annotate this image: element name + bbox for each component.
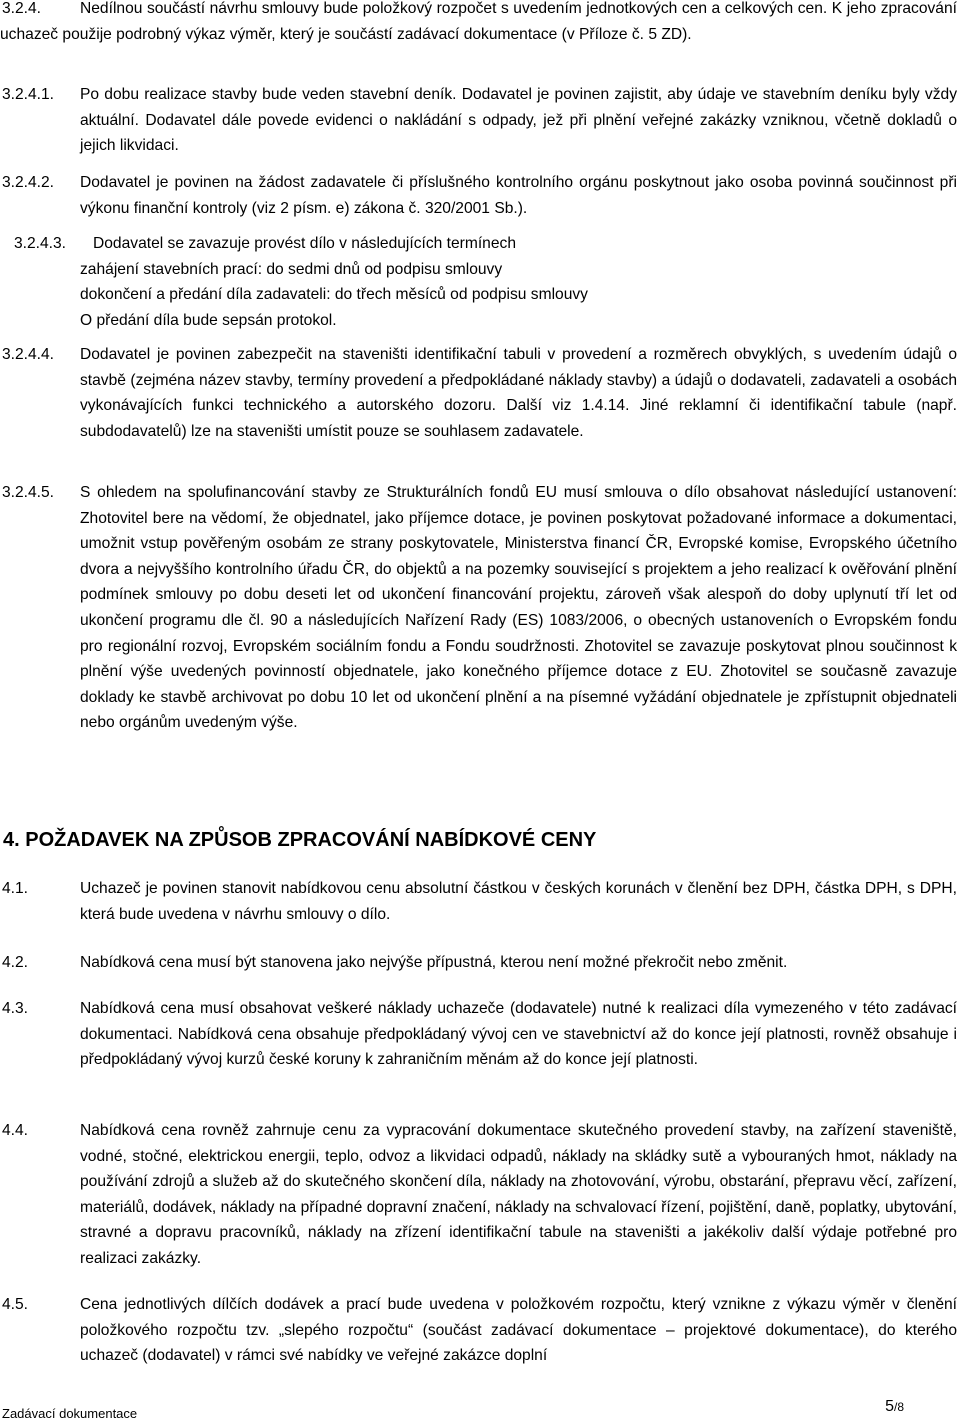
section-3-2-4-5	[0, 480, 957, 736]
section-text: Dodavatel se zavazuje provést dílo v následujících termínech	[93, 235, 516, 252]
section-number: 3.2.4.2.	[2, 174, 55, 191]
item-4-3	[0, 996, 957, 1073]
item-4-4	[0, 1118, 957, 1272]
section-text: Po dobu realizace stavby bude veden stavební deník. Dodavatel je povinen zajistit, aby údaje ve stavebním deníku byly vždy aktuální. Dodavatel dále povede evidenci o nakládání s odpady, jež při plnění veřejné zakázky vzniknou, včetně dokladů o jejich likvidaci.	[80, 86, 957, 155]
item-4-1	[0, 876, 957, 927]
section-number: 3.2.4.	[2, 0, 42, 17]
item-4-5	[0, 1292, 957, 1369]
item-text: Uchazeč je povinen stanovit nabídkovou cenu absolutní částkou v českých korunách v členění bez DPH, částka DPH, s DPH, která bude uvedena v návrhu smlouvy o dílo.	[80, 880, 957, 923]
section-text: S ohledem na spolufinancování stavby ze Strukturálních fondů EU musí smlouva o dílo obsahovat následující ustanovení: Zhotovitel bere na vědomí, že objednatel, jako příjemce dotace, je povinen poskytovat požadované informace a dokumentaci, umožnit vstup pověřeným osobám ze strany poskytovatele, Ministerstva financí ČR, Evropské komise, Evropského účetního dvora a nejvyššího kontrolního úřadu ČR, do objektů a na pozemky související s projektem a jeho realizací k ověřování plnění podmínek smlouvy po dobu deseti let od ukončení financování projektu, zároveň však alespoň do doby uplynutí tří let od ukončení programu dle čl. 90 a následujících Nařízení Rady (ES) 1083/2006, o obecných ustanoveních o Evropském fondu pro regionální rozvoj, Evropském sociálním fondu a Fondu soudržnosti. Zhotovitel se zavazuje poskytovat plnou součinnost k plnění výše uvedených povinností objednatele, jako konečného příjemce dotace z EU. Zhotovitel se současně zavazuje doklady ke stavbě archivovat po dobu 10 let od ukončení plnění a na písemné vyžádání objednatele je zpřístupnit objednateli nebo orgánům uvedeným výše.	[80, 484, 957, 732]
current-page: 5	[885, 1398, 894, 1415]
item-number: 4.4.	[2, 1122, 29, 1139]
item-number: 4.5.	[2, 1296, 29, 1313]
item-4-2	[0, 950, 957, 976]
footer-document-title: Zadávací dokumentace	[2, 1406, 138, 1421]
item-text: Nabídková cena musí obsahovat veškeré náklady uchazeče (dodavatele) nutné k realizaci díla vymezeného v této zadávací dokumentaci. Nabídková cena obsahuje předpokládaný vývoj cen ve stavebnictví až do konce její platnosti, rovněž obsahuje i předpokládaný vývoj kurzů české koruny k zahraničním měnám až do konce její platnosti.	[80, 1000, 957, 1069]
total-pages: /8	[893, 1400, 904, 1414]
page-number	[885, 1396, 904, 1418]
section-line: O předání díla bude sepsán protokol.	[80, 311, 337, 329]
item-text: Cena jednotlivých dílčích dodávek a prací bude uvedena v položkovém rozpočtu, který vznikne z výkazu výměr v členění položkového rozpočtu tzv. „slepého rozpočtu“ (součást zadávací dokumentace – projektové dokumentace), do kterého uchazeč (dodavatel) v rámci své nabídky ve veřejné zakázce doplní	[80, 1296, 957, 1365]
section-number: 3.2.4.1.	[2, 86, 55, 103]
section-number: 3.2.4.4.	[2, 346, 55, 363]
item-number: 4.2.	[2, 954, 29, 971]
section-number: 3.2.4.3.	[14, 235, 67, 252]
section-3-2-4-2	[0, 170, 957, 221]
section-3-2-4-4	[0, 342, 957, 444]
item-number: 4.1.	[2, 880, 29, 897]
section-number: 3.2.4.5.	[2, 484, 55, 501]
section-line: dokončení a předání díla zadavateli: do třech měsíců od podpisu smlouvy	[80, 286, 588, 304]
item-text: Nabídková cena musí být stanovena jako nejvýše přípustná, kterou není možné překročit nebo změnit.	[80, 954, 788, 971]
section-3-2-4-3	[0, 231, 957, 333]
item-number: 4.3.	[2, 1000, 29, 1017]
section-heading: 4. POŽADAVEK NA ZPŮSOB ZPRACOVÁNÍ NABÍDKOVÉ CENY	[3, 829, 597, 851]
section-line: zahájení stavebních prací: do sedmi dnů od podpisu smlouvy	[80, 260, 503, 278]
section-text: Nedílnou součástí návrhu smlouvy bude položkový rozpočet s uvedením jednotkových cen a celkových cen. K jeho zpracování uchazeč použije podrobný výkaz výměr, který je součástí zadávací dokumentace (v Příloze č. 5 ZD).	[0, 0, 957, 43]
section-3-2-4	[0, 0, 957, 47]
section-text: Dodavatel je povinen zabezpečit na staveništi identifikační tabuli v provedení a rozměrech obvyklých, s uvedením údajů o stavbě (zejména název stavby, termíny provedení a předpokládané náklady stavby) a údajů o dodavateli, zadavateli a osobách vykonávajících funkci technického a autorského dozoru. Další viz 1.4.14. Jiné reklamní či identifikační tabule (např. subdodavatelů) lze na staveništi umístit pouze se souhlasem zadavatele.	[80, 346, 957, 440]
section-3-2-4-1	[0, 82, 957, 159]
item-text: Nabídková cena rovněž zahrnuje cenu za vypracování dokumentace skutečného provedení stavby, na zařízení staveniště, vodné, stočné, elektrickou energii, teplo, odvoz a likvidaci odpadů, náklady na skládky sutě a vybouraných hmot, náklady na používání zdrojů a služeb až do skutečného skončení díla, náklady na zhotovování, výrobu, obstarání, přepravu věcí, zařízení, materiálů, dodávek, náklady na případné dopravní značení, náklady na schvalovací řízení, pojištění, daně, poplatky, ubytování, stravné a dopravu pracovníků, náklady na zřízení identifikační tabule na staveništi a jakékoliv další výdaje potřebné pro realizaci zakázky.	[80, 1122, 957, 1267]
section-text: Dodavatel je povinen na žádost zadavatele či příslušného kontrolního orgánu poskytnout jako osoba povinná součinnost při výkonu finanční kontroly (viz 2 písm. e) zákona č. 320/2001 Sb.).	[80, 174, 957, 217]
